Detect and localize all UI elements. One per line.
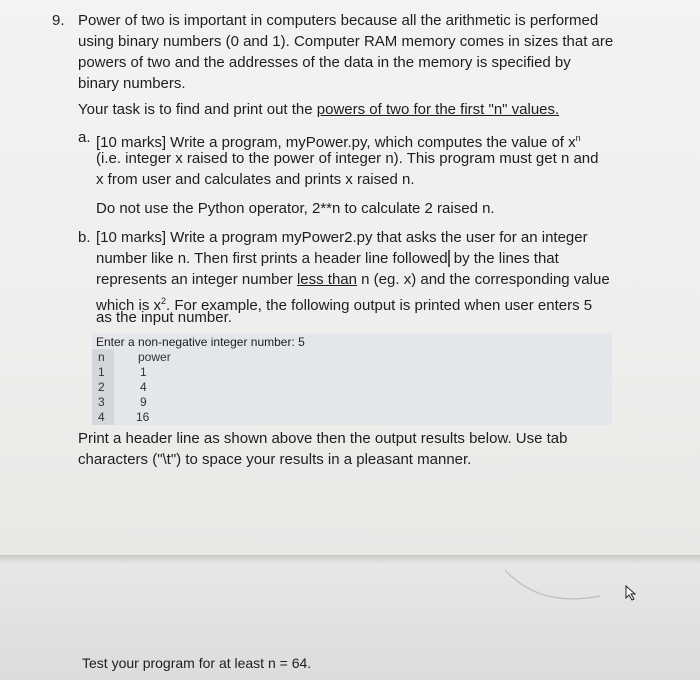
part-a-line-3: x from user and calculates and prints x raised n. xyxy=(96,171,415,188)
example-row-power: 9 xyxy=(140,395,147,409)
example-row-power: 16 xyxy=(136,410,150,424)
part-b-line-3 xyxy=(96,271,610,289)
example-row-n: 1 xyxy=(98,365,105,379)
part-a-superscript: n xyxy=(575,133,581,143)
part-a-line-1 xyxy=(96,129,581,152)
part-b-line-2 xyxy=(96,250,559,268)
example-prompt: Enter a non-negative integer number: 5 xyxy=(96,335,305,349)
test-line: Test your program for at least n = 64. xyxy=(82,655,312,671)
example-row-n: 3 xyxy=(98,395,105,409)
example-row-n: 2 xyxy=(98,380,105,394)
mouse-pointer-icon xyxy=(624,585,638,601)
intro-line-4: binary numbers. xyxy=(78,75,186,92)
task-prefix: Your task is to find and print out the xyxy=(78,101,317,118)
pen-stroke-mark xyxy=(500,560,610,610)
example-row-n: 4 xyxy=(98,410,105,424)
task-underlined: powers of two for the first "n" values. xyxy=(316,101,560,118)
part-b-line-3-before: represents an integer number xyxy=(96,271,297,288)
part-b-line-2-before: number like n. Then first prints a header line followed xyxy=(96,250,448,267)
intro-line-2: using binary numbers (0 and 1). Computer RAM memory comes in sizes that are xyxy=(78,33,614,50)
part-b-line-5: as the input number. xyxy=(96,309,232,326)
after-line-2: characters ("\t") to space your results in a pleasant manner. xyxy=(78,451,472,468)
example-output-box xyxy=(92,333,612,425)
part-b-line-4-superscript: 2 xyxy=(161,296,167,306)
part-a-note: Do not use the Python operator, 2**n to calculate 2 raised n. xyxy=(96,200,495,217)
example-header-n: n xyxy=(98,350,105,364)
part-b-line-1: [10 marks] Write a program myPower2.py that asks the user for an integer xyxy=(96,229,588,246)
example-header-power: power xyxy=(138,350,171,364)
part-b-line-3-underlined: less than xyxy=(296,271,357,288)
part-a-label: a. xyxy=(78,129,91,146)
example-row-power: 4 xyxy=(140,380,147,394)
part-b-line-4-after: . For example, the following output is printed when user enters 5 xyxy=(166,297,593,314)
question-number: 9. xyxy=(52,12,65,29)
intro-line-1: Power of two is important in computers because all the arithmetic is performed xyxy=(78,12,599,29)
after-line-1: Print a header line as shown above then the output results below. Use tab xyxy=(78,430,568,447)
part-b-line-4-before: which is x xyxy=(96,297,162,314)
part-b-label: b. xyxy=(78,229,91,246)
part-a-line-1-text: [10 marks] Write a program, myPower.py, which computes the value of x xyxy=(96,134,576,151)
part-b-line-3-after: n (eg. x) and the corresponding value xyxy=(357,271,610,288)
task-line xyxy=(78,101,559,119)
intro-line-3: powers of two and the addresses of the data in the memory is specified by xyxy=(78,54,571,71)
part-b-line-2-after: by the lines that xyxy=(449,250,559,267)
part-a-line-2: (i.e. integer x raised to the power of integer n). This program must get n and xyxy=(96,150,599,167)
example-row-power: 1 xyxy=(140,365,147,379)
